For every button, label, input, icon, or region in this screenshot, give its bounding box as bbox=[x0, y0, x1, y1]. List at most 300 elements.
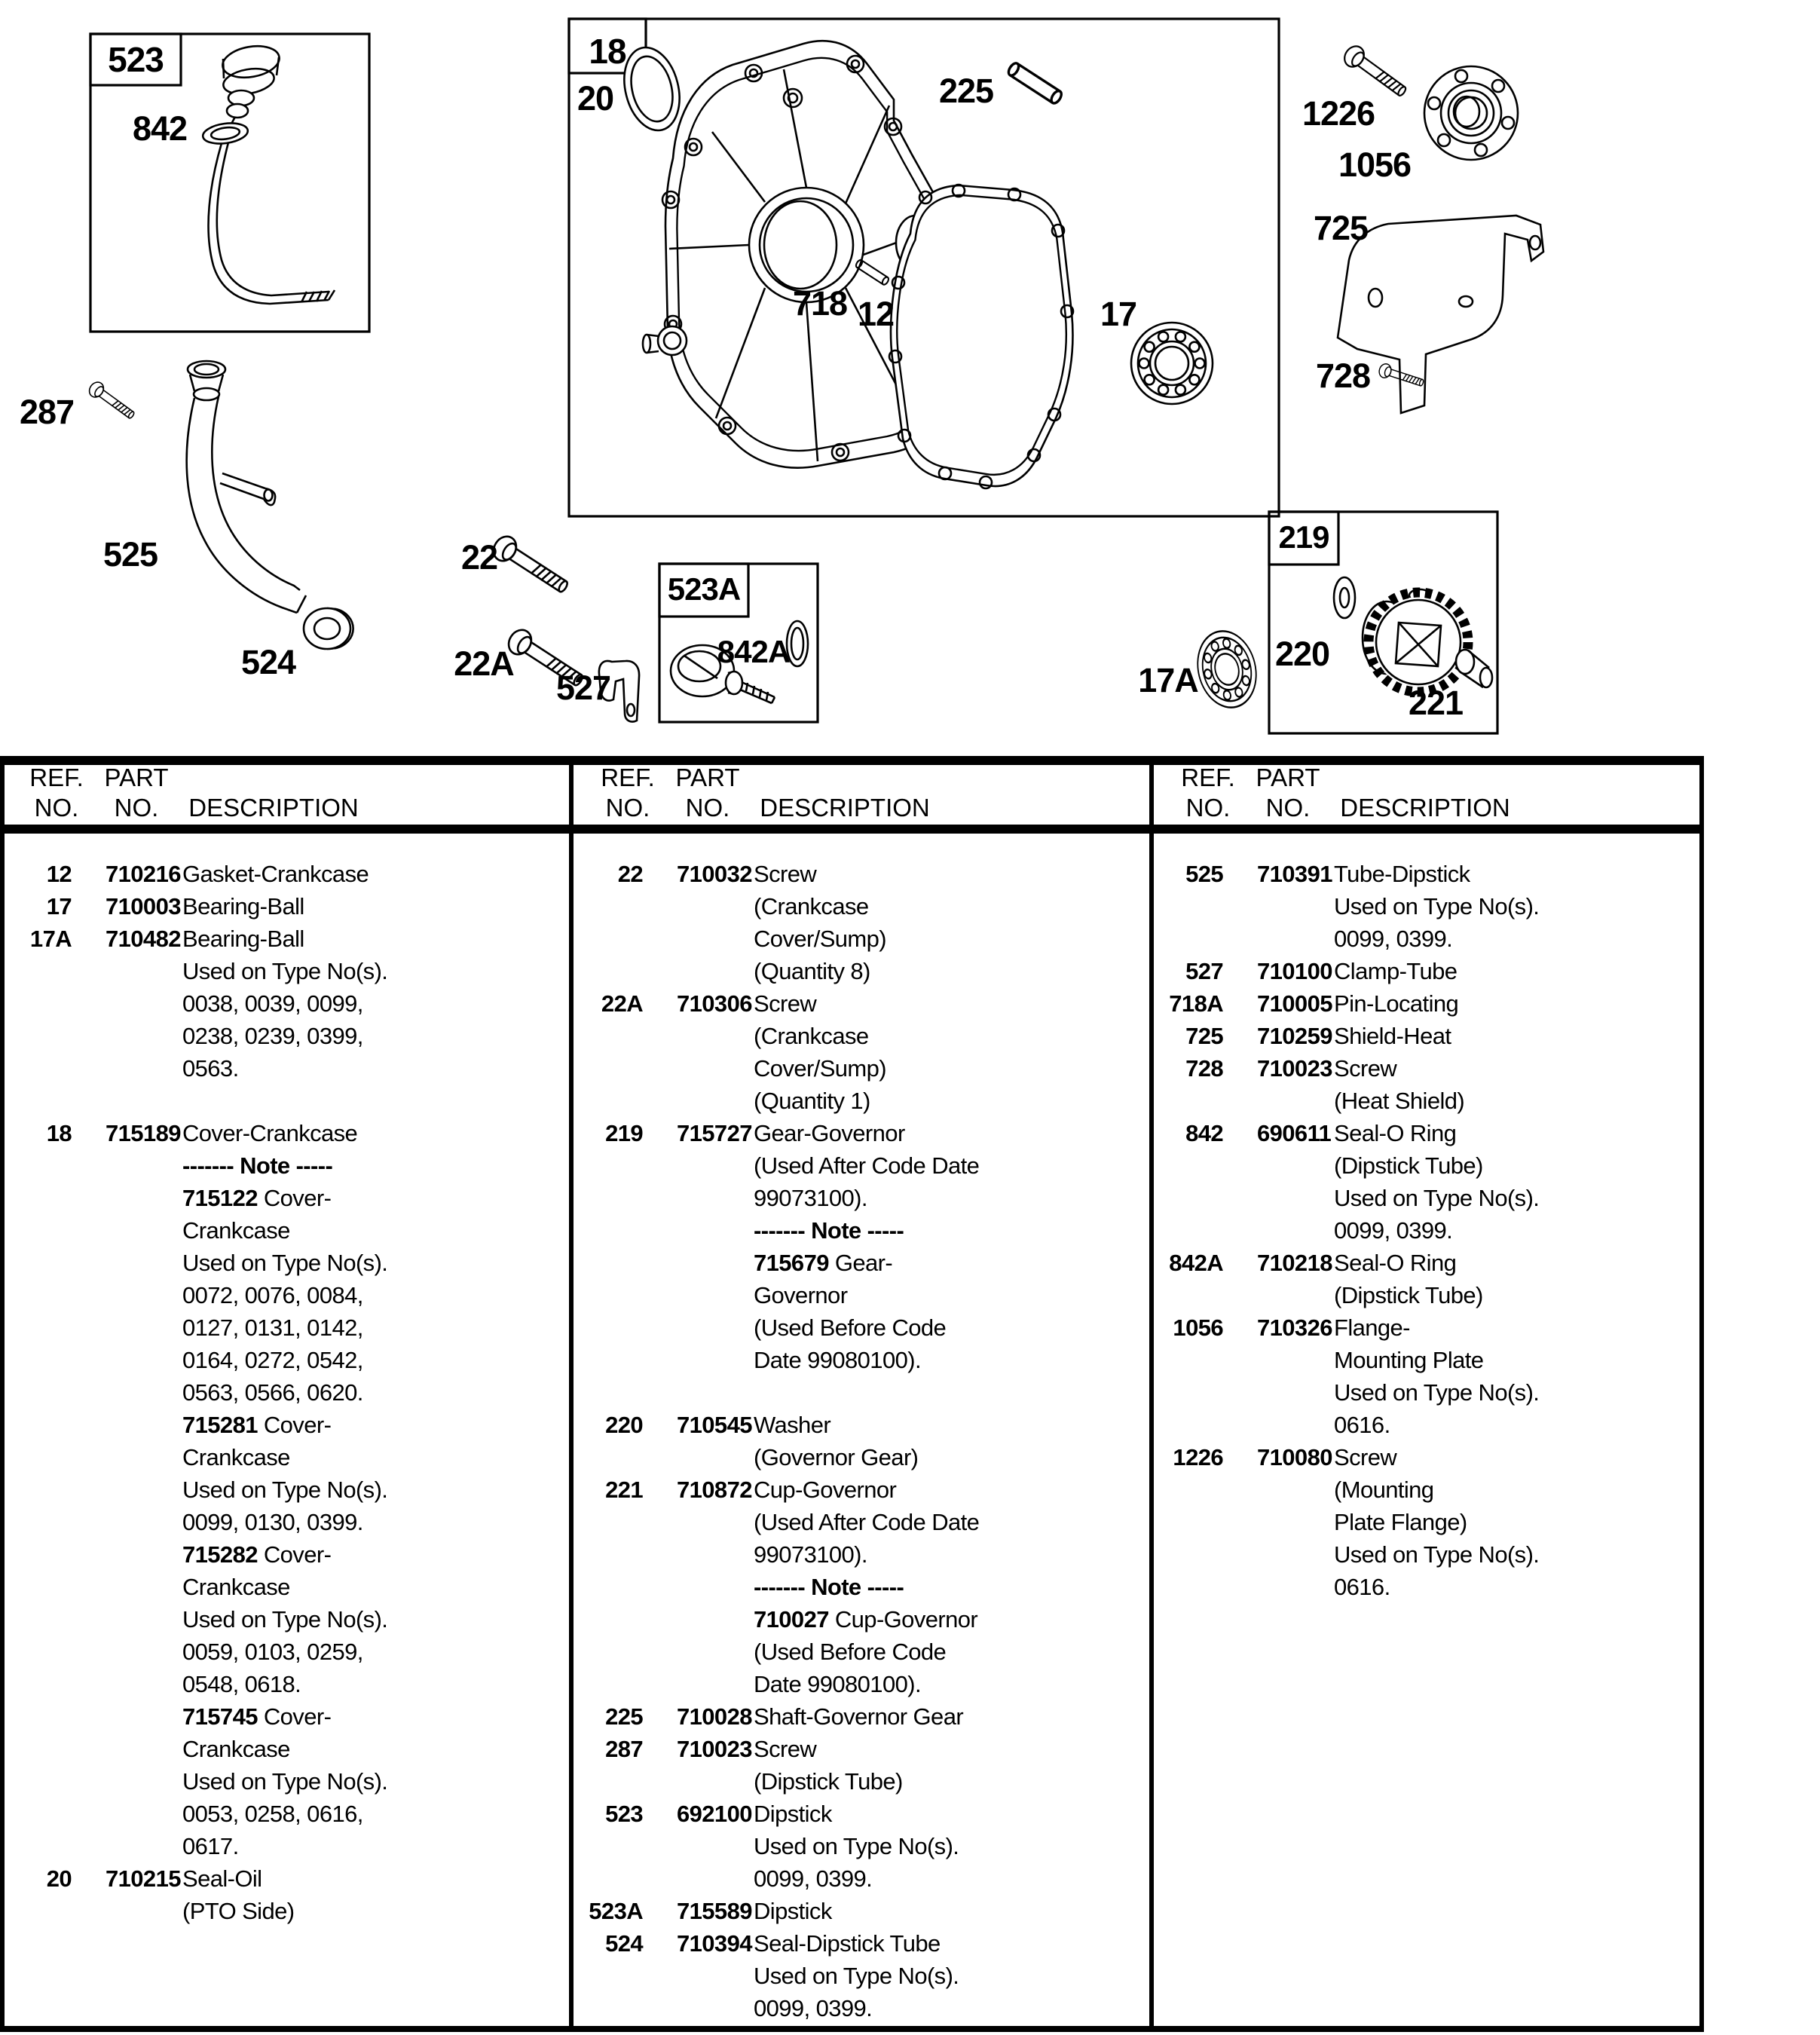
ref-no-cell bbox=[579, 1765, 643, 1798]
part-no-cell bbox=[106, 1473, 182, 1506]
callout-523: 523 bbox=[108, 40, 164, 79]
description-cell: Cover/Sump) bbox=[754, 926, 887, 952]
description-cell: Used on Type No(s). bbox=[182, 1250, 388, 1276]
ref-no-cell bbox=[8, 1506, 72, 1538]
description-cell: 715679 Gear- bbox=[754, 1250, 893, 1276]
ref-no-cell bbox=[579, 1441, 643, 1473]
ref-no-cell: 524 bbox=[605, 1930, 643, 1957]
description-cell: Screw bbox=[754, 861, 817, 887]
ref-no-cell: 12 bbox=[46, 861, 72, 887]
ref-no-cell bbox=[579, 1085, 643, 1117]
ref-no-cell: 718A bbox=[1169, 990, 1223, 1017]
ref-no-cell bbox=[8, 1473, 72, 1506]
screw-287-figure bbox=[87, 379, 138, 422]
table-row bbox=[1159, 1279, 1718, 1311]
table-row bbox=[8, 890, 567, 923]
description-cell: Bearing-Ball bbox=[182, 926, 304, 952]
table-row bbox=[579, 1636, 1138, 1668]
table-row bbox=[8, 1636, 567, 1668]
table-row bbox=[8, 1765, 567, 1798]
description-cell: Seal-O Ring bbox=[1334, 1120, 1457, 1146]
callout-17a: 17A bbox=[1138, 661, 1198, 699]
ref-no-cell bbox=[8, 1182, 72, 1214]
part-no-cell bbox=[106, 1020, 182, 1052]
part-no-cell bbox=[677, 1765, 754, 1798]
description-cell: (Heat Shield) bbox=[1334, 1088, 1465, 1114]
table-row bbox=[579, 1765, 1138, 1798]
description-cell: Crankcase bbox=[182, 1574, 290, 1600]
part-no-cell bbox=[1257, 1571, 1334, 1603]
callout-842a: 842A bbox=[717, 634, 791, 669]
washer-220-figure bbox=[1334, 577, 1355, 618]
ref-no-cell bbox=[579, 1506, 643, 1538]
table-row bbox=[1159, 1311, 1718, 1344]
description-cell: Washer bbox=[754, 1412, 831, 1438]
description-cell: Tube-Dipstick bbox=[1334, 861, 1470, 887]
description-cell: Seal-Dipstick Tube bbox=[754, 1930, 941, 1957]
callout-22a: 22A bbox=[454, 644, 514, 683]
ref-no-cell bbox=[1159, 923, 1223, 955]
description-cell: Dipstick bbox=[754, 1801, 832, 1827]
description-cell: Gear-Governor bbox=[754, 1120, 905, 1146]
part-no-cell: 710080 bbox=[1257, 1444, 1332, 1470]
table-row bbox=[579, 1441, 1138, 1473]
ref-no-cell bbox=[579, 955, 643, 987]
ref-no-cell: 525 bbox=[1185, 861, 1223, 887]
ref-no-cell bbox=[579, 1992, 643, 2024]
table-row bbox=[8, 1182, 567, 1214]
description-cell: 0099, 0130, 0399. bbox=[182, 1509, 363, 1535]
part-no-cell bbox=[677, 1506, 754, 1538]
part-no-cell bbox=[677, 1085, 754, 1117]
part-no-cell bbox=[677, 1960, 754, 1992]
ref-no-cell bbox=[579, 890, 643, 923]
part-no-cell bbox=[1257, 1149, 1334, 1182]
part-no-cell: 710482 bbox=[106, 926, 181, 952]
description-cell: (Governor Gear) bbox=[754, 1444, 919, 1470]
table-row bbox=[1159, 1117, 1718, 1149]
description-cell: Cover-Crankcase bbox=[182, 1120, 358, 1146]
table-row bbox=[579, 923, 1138, 955]
part-no-cell bbox=[677, 1279, 754, 1311]
bolt-22-figure bbox=[489, 532, 573, 598]
part-no-cell bbox=[677, 1668, 754, 1700]
part-no-cell bbox=[106, 1279, 182, 1311]
part-no-cell bbox=[1257, 1182, 1334, 1214]
description-cell: Governor bbox=[754, 1282, 848, 1308]
ref-no-cell bbox=[579, 1571, 643, 1603]
callout-525: 525 bbox=[102, 535, 158, 574]
ref-no-cell bbox=[1159, 1571, 1223, 1603]
table-row bbox=[579, 987, 1138, 1020]
description-cell: Used on Type No(s). bbox=[182, 1768, 388, 1795]
description-cell: 0617. bbox=[182, 1833, 239, 1859]
part-no-cell bbox=[1257, 1214, 1334, 1247]
table-row bbox=[1159, 923, 1718, 955]
part-no-cell: 710872 bbox=[677, 1477, 752, 1503]
table-row bbox=[1159, 1214, 1718, 1247]
description-cell: 0548, 0618. bbox=[182, 1671, 301, 1697]
table-row bbox=[579, 1214, 1138, 1247]
ref-no-cell bbox=[1159, 1344, 1223, 1376]
table-row bbox=[8, 1149, 567, 1182]
table-row bbox=[8, 1538, 567, 1571]
ref-no-cell: 220 bbox=[605, 1412, 643, 1438]
part-no-cell bbox=[677, 1182, 754, 1214]
table-row bbox=[579, 1473, 1138, 1506]
table-row bbox=[579, 1376, 1138, 1409]
table-row bbox=[1159, 955, 1718, 987]
description-cell: 0099, 0399. bbox=[1334, 926, 1453, 952]
part-no-cell bbox=[1257, 1473, 1334, 1506]
ref-no-cell bbox=[8, 1085, 72, 1117]
bearing-17a-figure bbox=[1190, 625, 1264, 714]
table-row bbox=[579, 955, 1138, 987]
table-row bbox=[579, 858, 1138, 890]
part-no-cell bbox=[677, 1862, 754, 1895]
part-no-cell bbox=[677, 1441, 754, 1473]
part-no-cell: 715189 bbox=[106, 1120, 181, 1146]
description-cell: Date 99080100). bbox=[754, 1671, 921, 1697]
table-row bbox=[8, 1668, 567, 1700]
table-row bbox=[1159, 890, 1718, 923]
description-cell: Date 99080100). bbox=[754, 1347, 921, 1373]
description-cell: Seal-Oil bbox=[182, 1865, 262, 1892]
description-cell: 0563. bbox=[182, 1055, 239, 1082]
table-row bbox=[579, 890, 1138, 923]
ref-no-cell: 842A bbox=[1169, 1250, 1223, 1276]
table-row bbox=[579, 1927, 1138, 1960]
table-row bbox=[1159, 1506, 1718, 1538]
description-cell: Clamp-Tube bbox=[1334, 958, 1458, 984]
ref-no-cell bbox=[8, 1636, 72, 1668]
description-cell: Cup-Governor bbox=[754, 1477, 897, 1503]
ref-no-cell bbox=[8, 1409, 72, 1441]
table-row bbox=[579, 1992, 1138, 2024]
part-no-cell bbox=[106, 1344, 182, 1376]
ref-no-cell: 17A bbox=[29, 926, 72, 952]
ref-no-cell bbox=[8, 1149, 72, 1182]
part-no-cell: 710394 bbox=[677, 1930, 752, 1957]
ref-no-cell: 523 bbox=[605, 1801, 643, 1827]
description-cell: Used on Type No(s). bbox=[182, 958, 388, 984]
part-no-cell bbox=[106, 1376, 182, 1409]
part-no-cell bbox=[106, 1182, 182, 1214]
table-row bbox=[8, 1247, 567, 1279]
part-no-cell bbox=[677, 890, 754, 923]
part-no-header: PART bbox=[675, 764, 740, 791]
table-row bbox=[8, 1279, 567, 1311]
part-no-cell bbox=[677, 1149, 754, 1182]
ref-no-cell bbox=[579, 1311, 643, 1344]
ref-no-cell: 842 bbox=[1185, 1120, 1223, 1146]
table-row bbox=[579, 1960, 1138, 1992]
description-cell: 710027 Cup-Governor bbox=[754, 1606, 978, 1633]
description-cell: 0059, 0103, 0259, bbox=[182, 1639, 363, 1665]
part-no-cell bbox=[106, 1506, 182, 1538]
table-row bbox=[8, 1020, 567, 1052]
table-column-3 bbox=[1159, 858, 1718, 1603]
description-cell: Used on Type No(s). bbox=[754, 1833, 959, 1859]
ref-no-cell bbox=[1159, 1182, 1223, 1214]
part-no-cell bbox=[677, 1376, 754, 1409]
ref-no-cell bbox=[579, 923, 643, 955]
ref-no-cell: 225 bbox=[605, 1703, 643, 1730]
description-cell: 0127, 0131, 0142, bbox=[182, 1314, 363, 1341]
table-row bbox=[579, 1895, 1138, 1927]
ref-no-cell bbox=[579, 1830, 643, 1862]
part-no-cell: 710032 bbox=[677, 861, 752, 887]
description-cell: 0238, 0239, 0399, bbox=[182, 1023, 363, 1049]
description-cell: Screw bbox=[754, 1736, 817, 1762]
ref-no-cell bbox=[1159, 1409, 1223, 1441]
callout-718: 718 bbox=[792, 284, 848, 323]
table-row bbox=[8, 1798, 567, 1830]
ref-no-header: REF. bbox=[29, 764, 84, 791]
table-row bbox=[1159, 1182, 1718, 1214]
dipstick-523-figure bbox=[201, 42, 335, 304]
table-row bbox=[579, 1700, 1138, 1733]
ref-no-cell: 20 bbox=[46, 1865, 72, 1892]
ref-no-cell bbox=[8, 1765, 72, 1798]
part-no-cell: 710003 bbox=[106, 893, 181, 920]
description-header: DESCRIPTION bbox=[188, 794, 359, 822]
ref-no-cell bbox=[579, 1052, 643, 1085]
part-no-cell bbox=[106, 1798, 182, 1830]
part-no-cell: 710326 bbox=[1257, 1314, 1332, 1341]
bolt-1226-figure bbox=[1341, 42, 1411, 101]
ref-no-cell bbox=[8, 955, 72, 987]
part-no-cell bbox=[677, 1020, 754, 1052]
description-cell: 0053, 0258, 0616, bbox=[182, 1801, 363, 1827]
description-cell: Used on Type No(s). bbox=[182, 1477, 388, 1503]
table-row bbox=[8, 1441, 567, 1473]
part-no-cell bbox=[106, 1700, 182, 1733]
ref-no-cell: 18 bbox=[46, 1120, 72, 1146]
description-cell: Bearing-Ball bbox=[182, 893, 304, 920]
table-column-1 bbox=[8, 858, 567, 1927]
ref-no-cell: 527 bbox=[1185, 958, 1223, 984]
description-cell: ------- Note ----- bbox=[182, 1152, 333, 1179]
description-cell: (Used After Code Date bbox=[754, 1509, 980, 1535]
description-cell: (Crankcase bbox=[754, 1023, 869, 1049]
callout-1056: 1056 bbox=[1338, 145, 1412, 184]
callout-225: 225 bbox=[938, 72, 994, 110]
ref-no-cell bbox=[579, 1960, 643, 1992]
part-no-cell bbox=[106, 955, 182, 987]
part-no-cell: 692100 bbox=[677, 1801, 752, 1827]
table-row bbox=[8, 1700, 567, 1733]
table-row bbox=[8, 1214, 567, 1247]
description-cell: Dipstick bbox=[754, 1898, 832, 1924]
table-row bbox=[579, 1020, 1138, 1052]
ref-no-cell bbox=[8, 1798, 72, 1830]
part-no-cell bbox=[106, 1636, 182, 1668]
description-cell: Pin-Locating bbox=[1334, 990, 1459, 1017]
description-cell: Shield-Heat bbox=[1334, 1023, 1451, 1049]
ref-no-cell bbox=[579, 1214, 643, 1247]
parts-catalog-page: 523 842 287 525 524 18 20 225 718 12 17 22 22A 527 523A 842A 17A 219 220 221 1226 1056 725 728 REF. NO. PART NO. DESCRIPTION REF. NO. PART NO. DESCRIPTION REF. NO. PART NO. DESCRIPTION 12 710216 Gasket-Crankcase 17 710003 Bearing-Ball 17A 710482 Bearing-Ball Used on Type No(s). 0038, 0039, 0099, 0238, 0239, 0399, 0563. 18 715189 Cover-Crankcase ------- Note ----- 715122 Cover- Crankcase Used on Type No(s). 0072, 0076, 0084, 0127, 0131, 0142, 0164, 0272, 0542, 0563, 0566, 0620. 715281 Cover- Crankcase Used on Type No(s). 0099, 0130, 0399. 715282 Cover- Crankcase Used on Type No(s). 0059, 0103, 0259, 0548, 0618. 715745 Cover- Crankcase Used on Type No(s). 0053, 0258, 0616, 0617. 20 710215 Seal-Oil (PTO Side) 22 710032 Screw (Crankcase Cover/Sump) (Quantity 8) 22A 710306 Screw (Crankcase Cover/Sump) (Quantity 1) 219 715727 Gear-Governor (Used After Code Date 99073100). ------- Note ----- 715679 Gear- Governor (Used Before Code Date 99080100). 220 710545 Washer (Governor Gear) 221 710872 Cup-Governor (Used After Code Date 99073100). ------- Note ----- 710027 Cup-Governor (Used Before Code Date 99080100). 225 710028 Shaft-Governor Gear 287 710023 Screw (Dipstick Tube) 523 692100 Dipstick Used on Type No(s). 0099, 0399. 523A 715589 Dipstick 524 710394 Seal-Dipstick Tube Used on Type No(s). 0099, 0399. 525 710391 Tube-Dipstick Used on Type No(s). 0099, 0399. 527 710100 Clamp-Tube 718A 710005 Pin-Locating 725 710259 Shield-Heat 728 710023 Screw (Heat Shield) 842 690611 Seal-O Ring (Dipstick Tube) Used on Type No(s). 0099, 0399. 842A 710218 Seal-O Ring (Dipstick Tube) 1056 710326 Flange- Mounting Plate Used on Type No(s). 0616. 1226 710080 Screw (Mounting Plate Flange) Used on Type No(s). 0616. bbox=[0, 0, 1820, 2035]
callout-12: 12 bbox=[857, 295, 895, 333]
part-no-cell bbox=[677, 1247, 754, 1279]
ref-no-cell bbox=[8, 1700, 72, 1733]
description-cell bbox=[182, 1085, 567, 1117]
table-row bbox=[8, 1473, 567, 1506]
ref-no-cell bbox=[579, 1182, 643, 1214]
table-row bbox=[579, 1798, 1138, 1830]
description-cell: Plate Flange) bbox=[1334, 1509, 1467, 1535]
part-no-cell: 715727 bbox=[677, 1120, 752, 1146]
part-no-cell: 710005 bbox=[1257, 990, 1332, 1017]
ref-no-cell bbox=[579, 1603, 643, 1636]
ref-no-cell bbox=[579, 1538, 643, 1571]
table-row bbox=[579, 1733, 1138, 1765]
part-no-cell bbox=[106, 1733, 182, 1765]
table-row bbox=[8, 1733, 567, 1765]
table-row bbox=[8, 1052, 567, 1085]
oil-seal-20-figure bbox=[616, 41, 687, 136]
part-no-cell bbox=[677, 1830, 754, 1862]
description-cell: 715282 Cover- bbox=[182, 1541, 332, 1568]
part-no-cell: 710023 bbox=[1257, 1055, 1332, 1082]
ref-no-cell bbox=[8, 1279, 72, 1311]
table-row bbox=[579, 1247, 1138, 1279]
table-row bbox=[8, 1506, 567, 1538]
description-cell: 0616. bbox=[1334, 1574, 1390, 1600]
table-row bbox=[1159, 1473, 1718, 1506]
table-row bbox=[1159, 1052, 1718, 1085]
table-header-rule bbox=[0, 825, 1704, 834]
description-cell: (Used Before Code bbox=[754, 1639, 947, 1665]
ref-no-cell bbox=[8, 1830, 72, 1862]
ref-no-cell bbox=[8, 1441, 72, 1473]
ref-no-cell bbox=[579, 1376, 643, 1409]
flange-1056-figure bbox=[1424, 66, 1518, 160]
table-row bbox=[1159, 1149, 1718, 1182]
table-top-rule bbox=[0, 756, 1704, 765]
description-cell: ------- Note ----- bbox=[754, 1217, 904, 1244]
ref-no-cell: 219 bbox=[605, 1120, 643, 1146]
table-row bbox=[1159, 1344, 1718, 1376]
description-cell: Used on Type No(s). bbox=[1334, 1379, 1540, 1406]
part-no-cell bbox=[106, 1247, 182, 1279]
table-divider-1 bbox=[569, 756, 574, 2032]
part-no-cell bbox=[677, 1992, 754, 2024]
table-row bbox=[1159, 1376, 1718, 1409]
callout-221: 221 bbox=[1408, 684, 1464, 722]
description-cell: Mounting Plate bbox=[1334, 1347, 1484, 1373]
part-no-cell bbox=[1257, 1506, 1334, 1538]
callout-842: 842 bbox=[132, 109, 188, 148]
ref-no-cell: 22 bbox=[617, 861, 643, 887]
table-row bbox=[579, 1279, 1138, 1311]
table-row bbox=[1159, 1085, 1718, 1117]
description-cell: 0099, 0399. bbox=[1334, 1217, 1453, 1244]
description-cell: Crankcase bbox=[182, 1736, 290, 1762]
description-cell: (Used Before Code bbox=[754, 1314, 947, 1341]
table-row bbox=[579, 1149, 1138, 1182]
part-no-cell: 710100 bbox=[1257, 958, 1332, 984]
ref-no-cell: 22A bbox=[601, 990, 643, 1017]
table-row bbox=[579, 1117, 1138, 1149]
table-row bbox=[579, 1506, 1138, 1538]
part-no-cell bbox=[1257, 1409, 1334, 1441]
part-no-cell: 710218 bbox=[1257, 1250, 1332, 1276]
ref-no-cell bbox=[1159, 890, 1223, 923]
description-cell: 99073100). bbox=[754, 1185, 867, 1211]
part-no-cell bbox=[106, 1571, 182, 1603]
ref-no-cell bbox=[8, 1344, 72, 1376]
description-cell: 99073100). bbox=[754, 1541, 867, 1568]
description-cell: (Crankcase bbox=[754, 893, 869, 920]
description-cell: 0563, 0566, 0620. bbox=[182, 1379, 363, 1406]
ref-no-cell bbox=[579, 1344, 643, 1376]
part-no-cell bbox=[677, 1603, 754, 1636]
part-no-header: PART bbox=[104, 764, 169, 791]
part-no-cell bbox=[677, 1214, 754, 1247]
description-cell: (Quantity 8) bbox=[754, 958, 870, 984]
ref-no-header: REF. bbox=[1181, 764, 1235, 791]
description-cell: 0099, 0399. bbox=[754, 1995, 873, 2021]
callout-527: 527 bbox=[555, 669, 611, 707]
bearing-17-figure bbox=[1131, 323, 1213, 404]
description-cell: Used on Type No(s). bbox=[1334, 893, 1540, 920]
part-no-cell bbox=[1257, 1344, 1334, 1376]
ref-no-cell bbox=[579, 1636, 643, 1668]
table-row bbox=[1159, 1409, 1718, 1441]
description-cell: Used on Type No(s). bbox=[1334, 1541, 1540, 1568]
ref-no-cell bbox=[1159, 1085, 1223, 1117]
ref-no-cell bbox=[8, 1376, 72, 1409]
callout-287: 287 bbox=[19, 393, 75, 431]
table-row bbox=[8, 1830, 567, 1862]
ref-no-cell bbox=[8, 1571, 72, 1603]
ref-no-cell bbox=[1159, 1376, 1223, 1409]
table-row bbox=[8, 923, 567, 955]
description-cell: Crankcase bbox=[182, 1217, 290, 1244]
ref-no-cell: 523A bbox=[589, 1898, 643, 1924]
ref-no-cell bbox=[579, 1149, 643, 1182]
ref-no-cell bbox=[8, 1214, 72, 1247]
description-cell: 0038, 0039, 0099, bbox=[182, 990, 363, 1017]
description-header: DESCRIPTION bbox=[760, 794, 930, 822]
ref-no-header: REF. bbox=[601, 764, 655, 791]
description-cell: 0099, 0399. bbox=[754, 1865, 873, 1892]
ref-no-cell bbox=[8, 987, 72, 1020]
part-no-cell bbox=[106, 987, 182, 1020]
ref-no-cell bbox=[1159, 1149, 1223, 1182]
part-no-cell bbox=[106, 1538, 182, 1571]
ref-no-cell bbox=[579, 1668, 643, 1700]
ref-no-cell bbox=[8, 1052, 72, 1085]
ref-no-cell bbox=[8, 1603, 72, 1636]
part-no-cell bbox=[677, 1311, 754, 1344]
ref-no-cell bbox=[579, 1862, 643, 1895]
table-row bbox=[8, 1117, 567, 1149]
part-no-cell: 710545 bbox=[677, 1412, 752, 1438]
part-no-cell bbox=[106, 1149, 182, 1182]
part-no-cell bbox=[677, 1636, 754, 1668]
callout-22: 22 bbox=[460, 538, 498, 577]
part-no-cell: 715589 bbox=[677, 1898, 752, 1924]
table-row bbox=[8, 1085, 567, 1117]
ref-no-cell bbox=[1159, 1506, 1223, 1538]
description-cell: Seal-O Ring bbox=[1334, 1250, 1457, 1276]
oring-842-figure bbox=[201, 121, 249, 146]
description-cell: 715281 Cover- bbox=[182, 1412, 332, 1438]
table-row bbox=[1159, 858, 1718, 890]
gasket-12-figure bbox=[889, 185, 1073, 488]
